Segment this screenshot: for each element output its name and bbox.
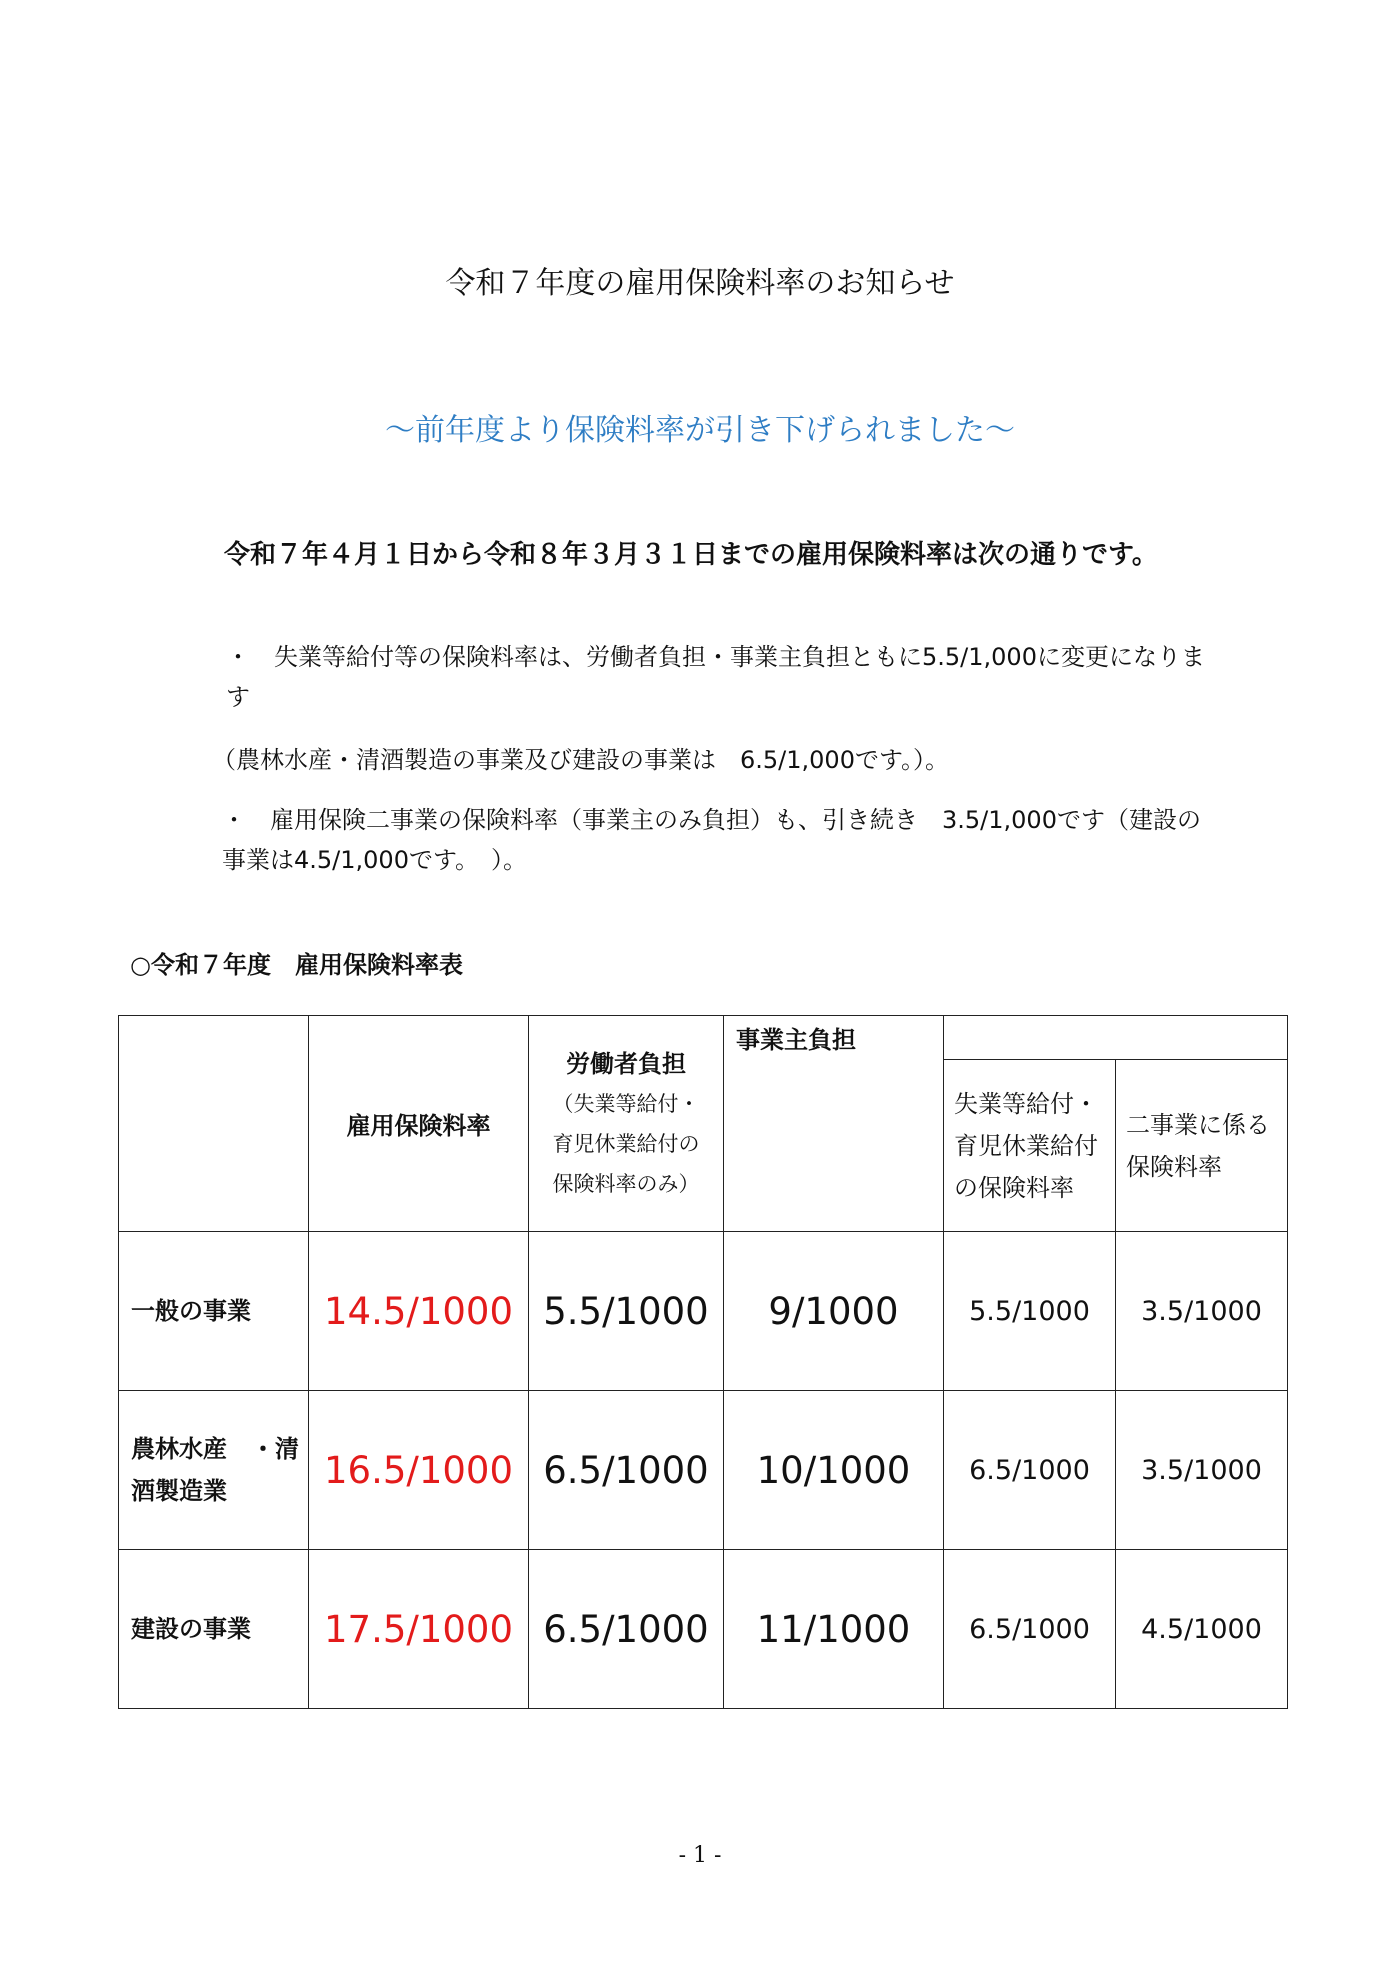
header-worker-note: （失業等給付・育児休業給付の保険料率のみ）: [552, 1091, 700, 1196]
table-row: [119, 1232, 1288, 1391]
table-row: [119, 1550, 1288, 1709]
header-employer-benefit-rate: 失業等給付・育児休業給付の保険料率: [944, 1060, 1116, 1232]
employer-two-programs-rate-value: 3.5/1000: [1116, 1232, 1288, 1391]
employer-benefit-rate-value: 6.5/1000: [944, 1391, 1116, 1550]
worker-rate-value: 6.5/1000: [529, 1391, 724, 1550]
total-rate-value: 14.5/1000: [309, 1232, 529, 1391]
worker-rate-value: 6.5/1000: [529, 1550, 724, 1709]
page-title: 令和７年度の雇用保険料率のお知らせ: [445, 266, 955, 301]
row-label: 建設の事業: [119, 1550, 309, 1709]
header-employer-span: [944, 1016, 1288, 1060]
worker-rate-value: 5.5/1000: [529, 1232, 724, 1391]
employer-benefit-rate-value: 6.5/1000: [944, 1550, 1116, 1709]
row-label: 一般の事業: [119, 1232, 309, 1391]
page-subtitle: ～前年度より保険料率が引き下げられました～: [385, 413, 1015, 448]
header-worker-title: 労働者負担: [566, 1049, 686, 1078]
employer-two-programs-rate-value: 4.5/1000: [1116, 1550, 1288, 1709]
bullet-unemployment-benefits: ・ 失業等給付等の保険料率は、労働者負担・事業主負担ともに5.5/1,000に変更になります: [226, 643, 1205, 711]
bullet-two-programs: ・ 雇用保険二事業の保険料率（事業主のみ負担）も、引き続き 3.5/1,000です（建設の事業は4.5/1,000です。 ）。: [222, 806, 1201, 874]
header-employer-two-programs-rate: 二事業に係る保険料率: [1116, 1060, 1288, 1232]
note-agriculture-construction: （農林水産・清酒製造の事業及び建設の事業は 6.5/1,000です。）。: [212, 746, 950, 774]
header-total-rate: 雇用保険料率: [309, 1016, 529, 1232]
row-label: 農林水産 ・清酒製造業: [119, 1391, 309, 1550]
employer-rate-value: 10/1000: [724, 1391, 944, 1550]
table-title: ○令和７年度 雇用保険料率表: [130, 951, 463, 979]
total-rate-value: 17.5/1000: [309, 1550, 529, 1709]
header-worker-share: [529, 1016, 724, 1232]
intro-text: 令和７年４月１日から令和８年３月３１日までの雇用保険料率は次の通りです。: [224, 540, 1158, 570]
employer-rate-value: 9/1000: [724, 1232, 944, 1391]
page-number: - 1 -: [678, 1843, 722, 1868]
rate-table: [118, 1015, 1288, 1709]
employer-rate-value: 11/1000: [724, 1550, 944, 1709]
total-rate-value: 16.5/1000: [309, 1391, 529, 1550]
header-employer-share: 事業主負担: [724, 1016, 944, 1232]
employer-two-programs-rate-value: 3.5/1000: [1116, 1391, 1288, 1550]
table-row: [119, 1391, 1288, 1550]
header-empty-cell: [119, 1016, 309, 1232]
employer-benefit-rate-value: 5.5/1000: [944, 1232, 1116, 1391]
